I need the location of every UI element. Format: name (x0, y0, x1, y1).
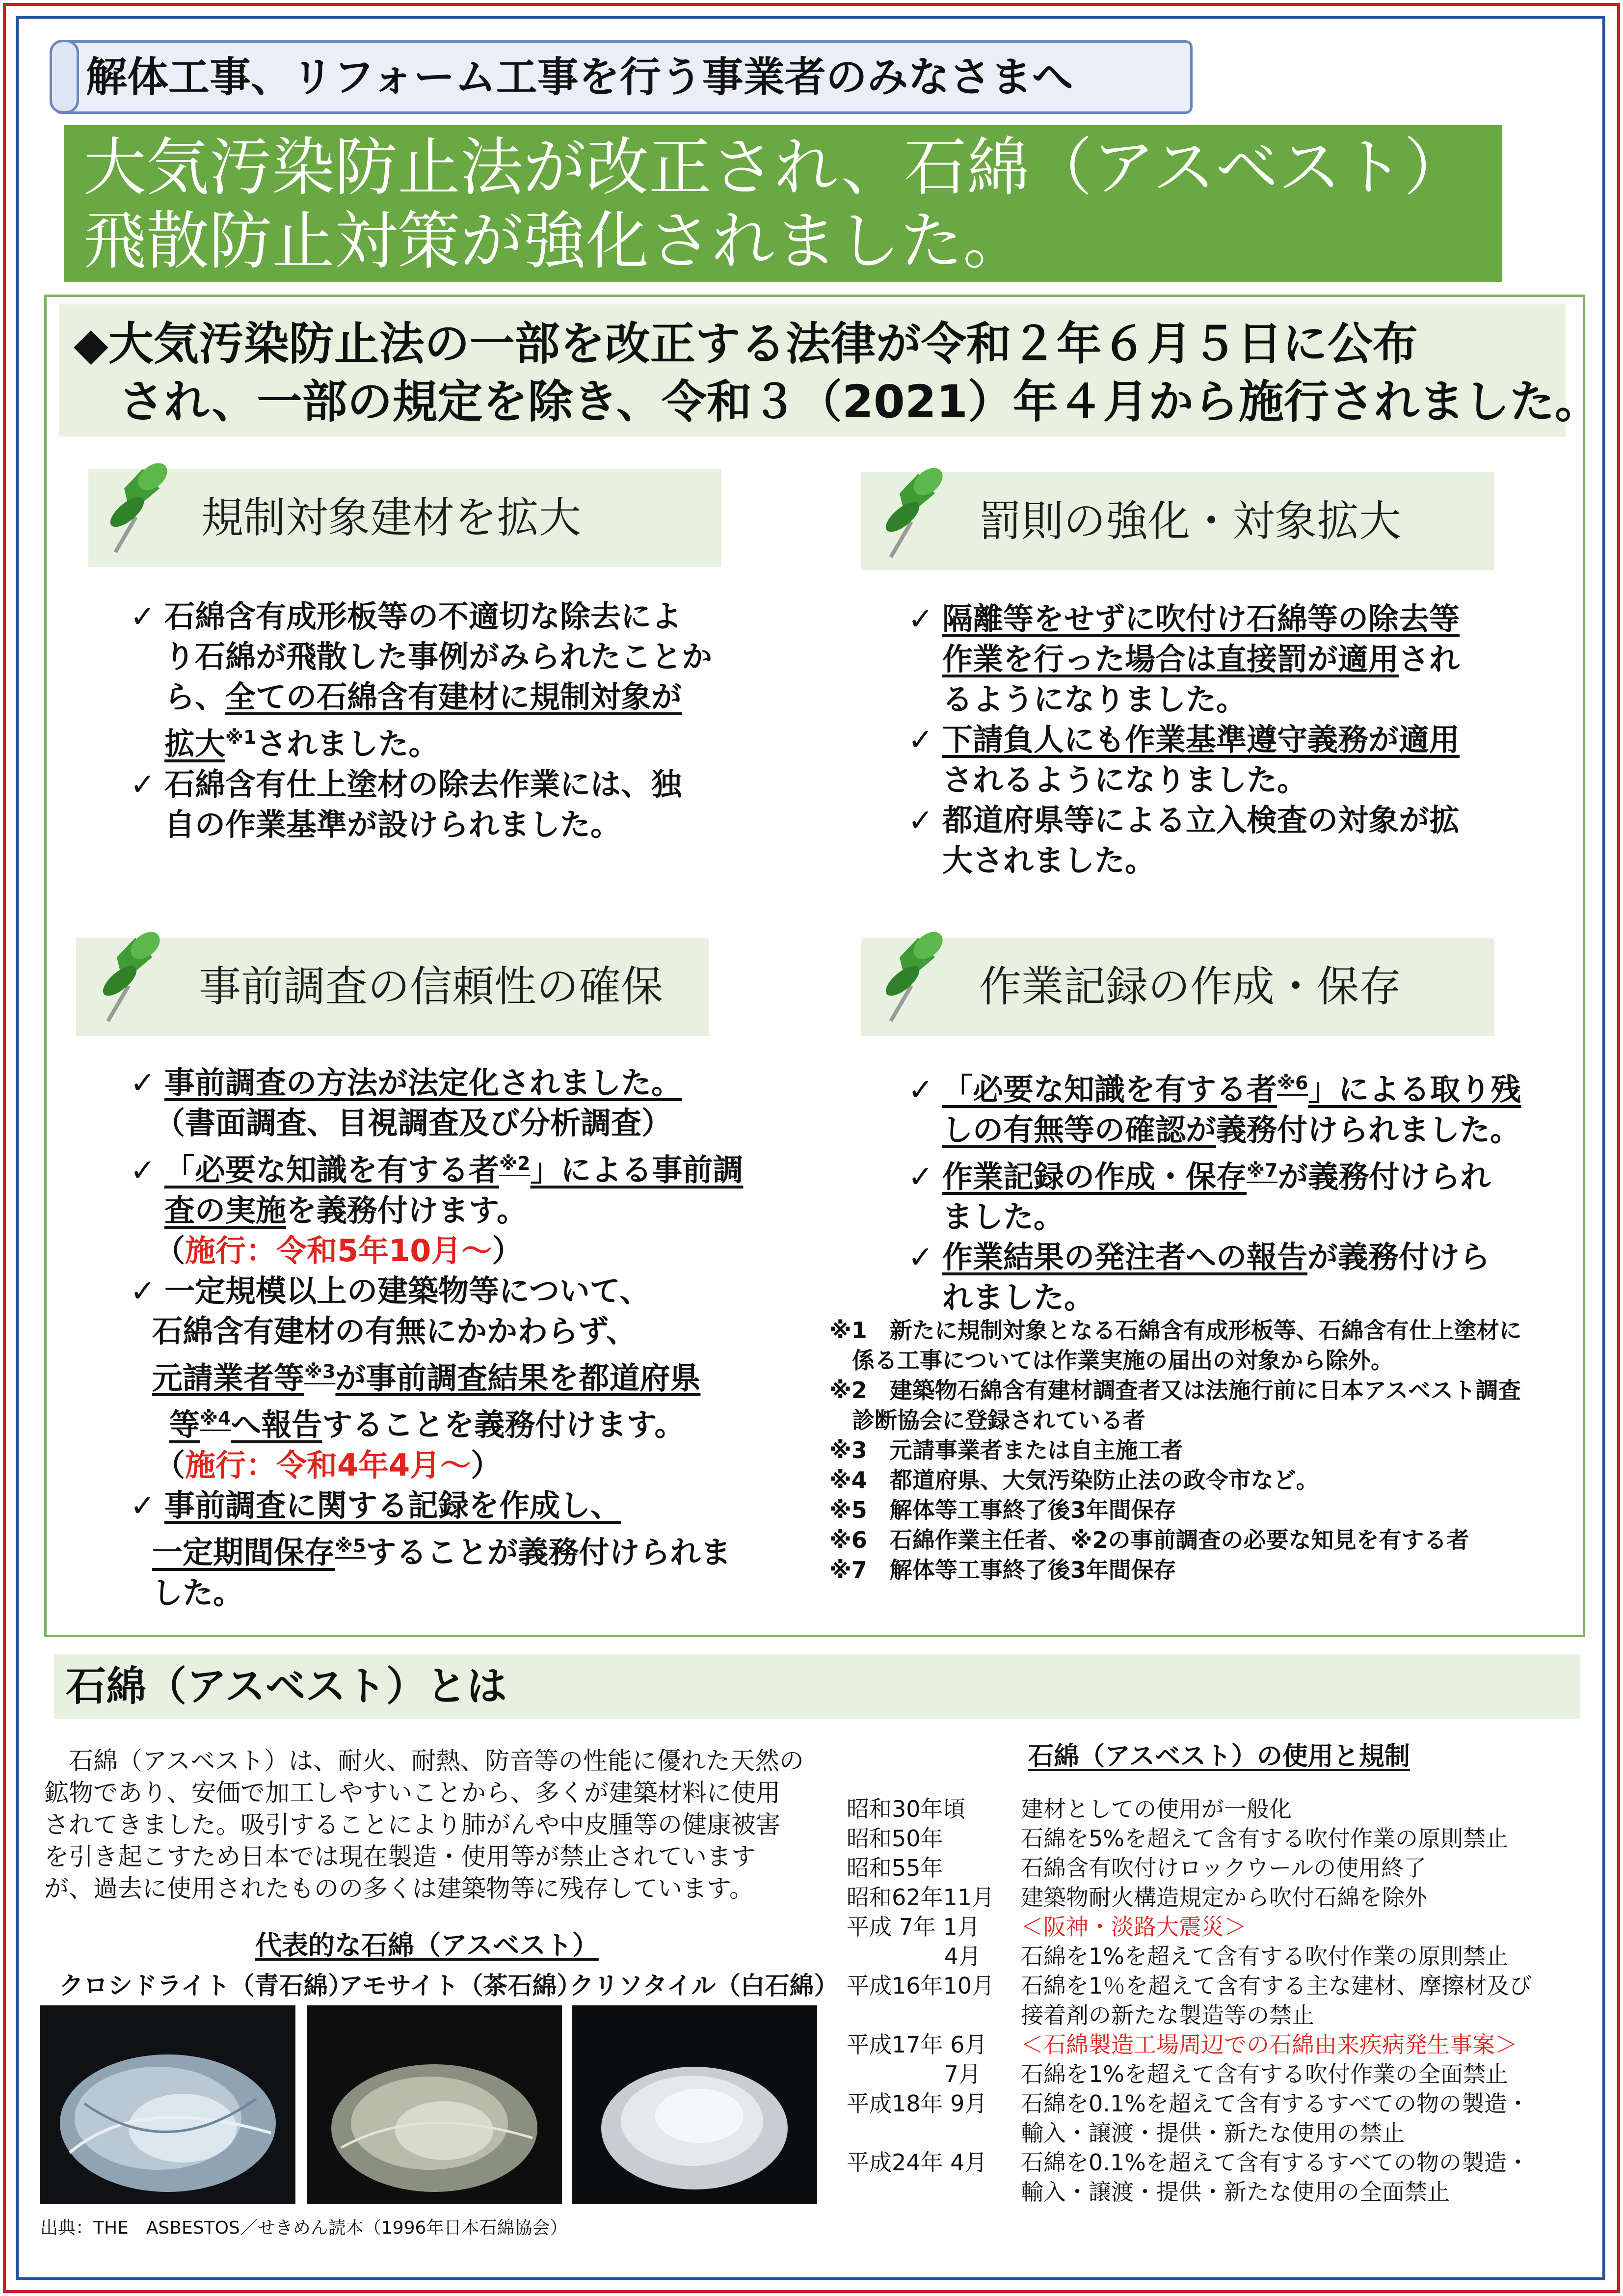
photo-source: 出典：THE ASBESTOS／せきめん読本（1996年日本石綿協会） (40, 2218, 568, 2238)
pushpin-icon (871, 923, 950, 1031)
check-icon: ✓ (908, 1239, 933, 1275)
check-icon: ✓ (908, 1159, 933, 1195)
section-2-items: ✓ 隔離等をせずに吹付け石綿等の除去等 作業を行った場合は直接罰が適用され るようになりました。 ✓ 下請負人にも作業基準遵守義務が適用 されるようになりました。 ✓ 都道府県等による立入検査の対象が拡 大されました。 (908, 599, 1460, 881)
check-icon: ✓ (908, 1071, 933, 1107)
check-icon: ✓ (130, 1065, 156, 1101)
asbestos-description: 石綿（アスベスト）は、耐火、耐熱、防音等の性能に優れた天然の 鉱物であり、安価で加工しやすいことから、多くが建築材料に使用 されてきました。吸引することにより肺がんや中皮腫等の健康被害 を引き起こすため日本では現在製造・使用等が禁止されています が、過去に使用されたものの多くは建築物等に残存しています。 (44, 1747, 804, 1903)
check-icon: ✓ (130, 1272, 156, 1309)
check-icon: ✓ (130, 1152, 156, 1188)
footnotes: ※1 新たに規制対象となる石綿含有成形板等、石綿含有仕上塗材に 係る工事については作業実施の届出の対象から除外。 ※2 建築物石綿含有建材調査者又は法施行前に日本アスベスト調査 診断協会に登録されている者 ※3 元請事業者または自主施工者 ※4 都道府県、大気汚染防止法の政令市など。 ※5 解体等工事終了後3年間保存 ※6 石綿作業主任者、※2の事前調査の必要な知見を有する者 ※7 解体等工事終了後3年間保存 (829, 1317, 1522, 1583)
chrysotile-photo (572, 2005, 817, 2204)
pushpin-icon (871, 459, 950, 567)
section-4-items: ✓ 「必要な知識を有する者$^{※6}$」による取り残 しの有無等の確認が義務付けられました。 ✓ 作業記録の作成・保存$^{※7}$が義務付けられ ました。 ✓ 作業結果の発注者への報告が義務付けら れました。 (908, 1063, 1521, 1318)
photo-label-chrysotile: クリソタイル（白石綿） (569, 1972, 839, 2000)
announcement-line-1: ◆大気汚染防止法の一部を改正する法律が令和２年６月５日に公布 (74, 318, 1418, 370)
headline-line-2: 飛散防止対策が強化されました。 (83, 205, 1026, 278)
section-heading-1 (88, 469, 721, 567)
announcement-line-2: され、一部の規定を除き、令和３（2021）年４月から施行されました。 (74, 376, 1600, 428)
check-icon: ✓ (130, 598, 156, 634)
photo-label-crocidolite: クロシドライト（青石綿） (59, 1972, 353, 2000)
check-icon: ✓ (130, 766, 156, 802)
section-3-items: ✓ 事前調査の方法が法定化されました。 （書面調査、目視調査及び分析調査） ✓ 「必要な知識を有する者$^{※2}$」による事前調 査の実施を義務付けます。 （施行：令和5年10月～） ✓ 一定規模以上の建築物等について、 石綿含有建材の有無にかかわらず、 元請業者等$^{※3}$が事前調査結果を都道府県 等$^{※4}$へ報告することを義務付けます。 （施行：令和4年4月～） ✓ 事前調査に関する記録を作成し、 一定期間保存$^{※5}$することが義務付けられま した。 (130, 1063, 743, 1613)
check-icon: ✓ (908, 601, 933, 637)
section-heading-4-text: 作業記録の作成・保存 (979, 962, 1401, 1011)
section-1-items: ✓ 石綿含有成形板等の不適切な除去によ り石綿が飛散した事例がみられたことか ら、全ての石綿含有建材に規制対象が 拡大$^{※1}$されました。 ✓ 石綿含有仕上塗材の除去作業には、独 自の作業基準が設けられました。 (130, 596, 712, 845)
section-heading-2 (861, 472, 1494, 570)
scroll-roll-icon (50, 40, 79, 113)
crocidolite-photo (40, 2005, 295, 2204)
photo-label-amosite: アモサイト（茶石綿） (339, 1972, 582, 2000)
section-heading-2-text: 罰則の強化・対象拡大 (979, 497, 1401, 546)
pushpin-icon (88, 923, 167, 1031)
check-icon: ✓ (130, 1487, 156, 1523)
pushpin-icon (96, 454, 174, 562)
section-heading-1-text: 規制対象建材を拡大 (201, 493, 581, 542)
announcement (59, 304, 1600, 437)
amosite-photo (307, 2005, 562, 2204)
check-icon: ✓ (908, 802, 933, 838)
audience-banner (54, 40, 1193, 114)
section-heading-3 (76, 938, 709, 1036)
section-heading-4 (861, 938, 1494, 1036)
section-heading-3-text: 事前調査の信頼性の確保 (199, 962, 663, 1011)
headline (64, 125, 1502, 282)
timeline-title: 石綿（アスベスト）の使用と規制 (1028, 1742, 1410, 1771)
check-icon: ✓ (908, 722, 933, 757)
photos-title: 代表的な石綿（アスベスト） (255, 1930, 599, 1961)
asbestos-heading: 石綿（アスベスト）とは (54, 1654, 1580, 1719)
headline-line-1: 大気汚染防止法が改正され、石綿（アスベスト） (83, 131, 1467, 204)
audience-banner-text: 解体工事、リフォーム工事を行う事業者のみなさまへ (86, 53, 1073, 101)
